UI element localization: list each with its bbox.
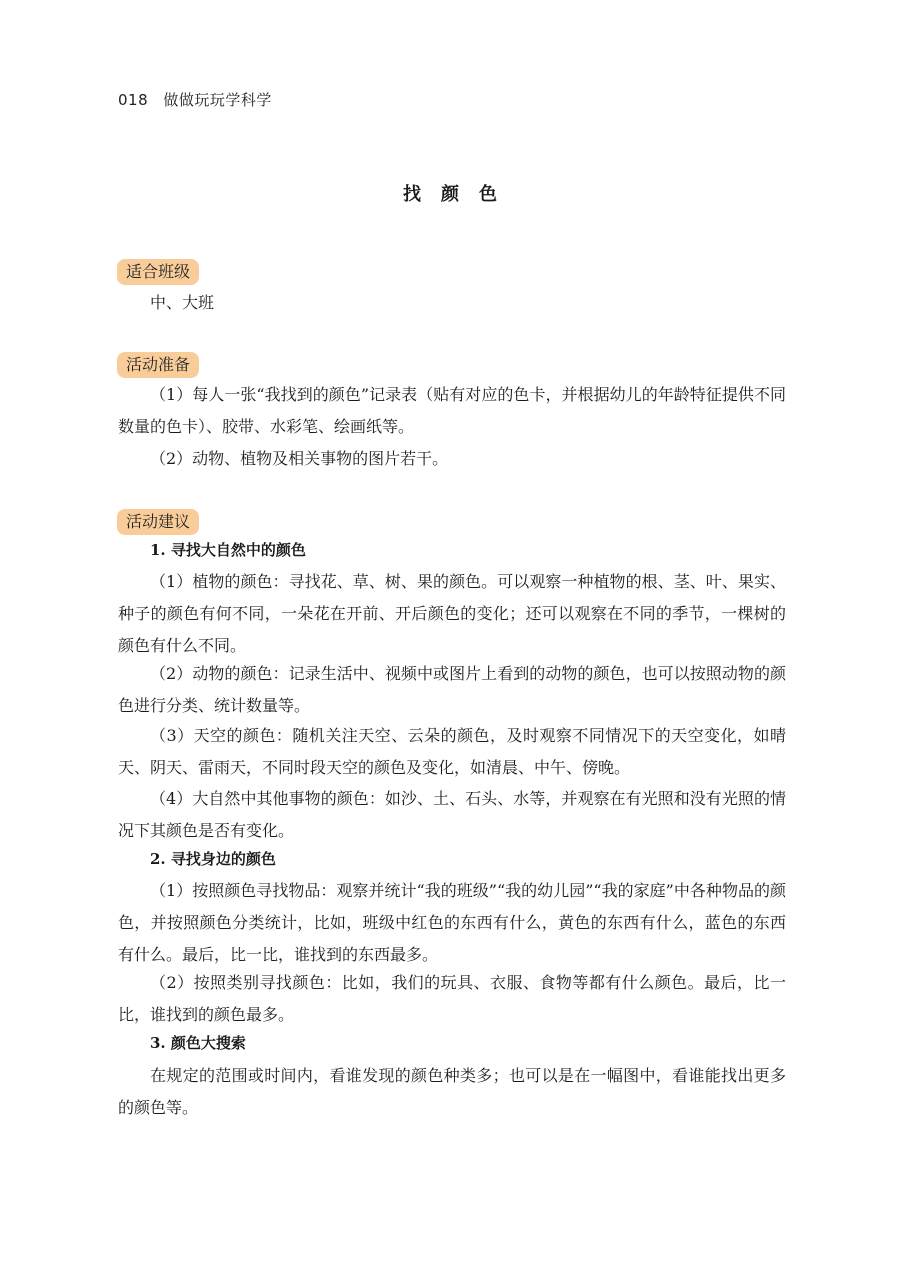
- page-number: 018: [118, 91, 149, 109]
- paragraph-by-category: （2）按照类别寻找颜色：比如，我们的玩具、衣服、食物等都有什么颜色。最后，比一比，谁找到的颜色最多。: [118, 973, 786, 1024]
- paragraph-search: 在规定的范围或时间内，看谁发现的颜色种类多；也可以是在一幅图中，看谁能找出更多的颜色等。: [118, 1066, 786, 1117]
- book-title: 做做玩玩学科学: [163, 91, 272, 109]
- section-tag-suggest: 活动建议: [117, 509, 199, 535]
- paragraph-plants: （1）植物的颜色：寻找花、草、树、果的颜色。可以观察一种植物的根、茎、叶、果实、种子的颜色有何不同，一朵花在开前、开后颜色的变化；还可以观察在不同的季节，一棵树的颜色有什么不同。: [118, 572, 786, 655]
- page-title: 找颜色: [403, 184, 517, 205]
- prep-item-2: （2）动物、植物及相关事物的图片若干。: [150, 449, 449, 468]
- paragraph-sky: （3）天空的颜色：随机关注天空、云朵的颜色，及时观察不同情况下的天空变化，如晴天、阴天、雷雨天，不同时段天空的颜色及变化，如清晨、中午、傍晚。: [118, 726, 786, 777]
- paragraph-by-color: （1）按照颜色寻找物品：观察并统计“我的班级”“我的幼儿园”“我的家庭”中各种物品的颜色，并按照颜色分类统计，比如，班级中红色的东西有什么，黄色的东西有什么，蓝色的东西有什么。最后，比一比，谁找到的东西最多。: [118, 881, 786, 964]
- paragraph-nature-other: （4）大自然中其他事物的颜色：如沙、土、石头、水等，并观察在有光照和没有光照的情况下其颜色是否有变化。: [118, 789, 786, 840]
- section-tag-prep: 活动准备: [117, 352, 199, 378]
- paragraph-animals: （2）动物的颜色：记录生活中、视频中或图片上看到的动物的颜色，也可以按照动物的颜色进行分类、统计数量等。: [118, 664, 786, 715]
- subheading-1: 1. 寻找大自然中的颜色: [150, 541, 306, 559]
- subheading-3: 3. 颜色大搜索: [150, 1034, 246, 1052]
- prep-item-1: （1）每人一张“我找到的颜色”记录表（贴有对应的色卡，并根据幼儿的年龄特征提供不同数量的色卡）、胶带、水彩笔、绘画纸等。: [118, 385, 786, 436]
- subheading-2: 2. 寻找身边的颜色: [150, 850, 276, 868]
- section-tag-grade: 适合班级: [117, 259, 199, 285]
- running-header: [118, 89, 272, 110]
- grade-text: 中、大班: [150, 293, 215, 312]
